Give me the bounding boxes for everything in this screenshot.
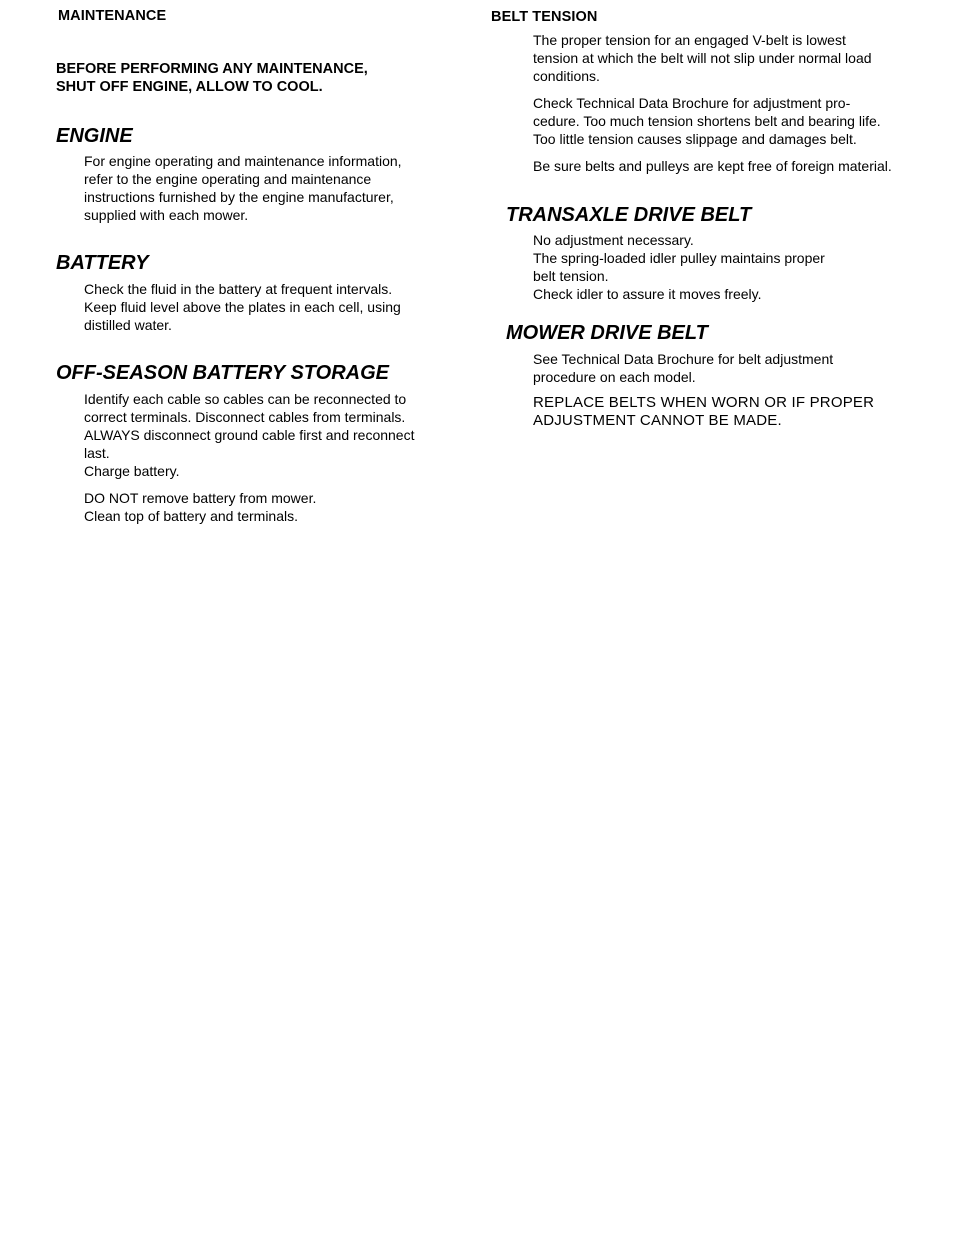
text-line: Charge battery. [84, 463, 180, 479]
replace-belts-notice [533, 394, 874, 430]
belt-tension-header: BELT TENSION [491, 9, 598, 25]
maintenance-header: MAINTENANCE [58, 8, 167, 24]
tension-text-1 [533, 31, 872, 85]
text-line: Keep fluid level above the plates in each cell, using [84, 299, 401, 315]
mower-belt-text [533, 350, 833, 386]
text-line: The spring-loaded idler pulley maintains proper [533, 250, 825, 266]
transaxle-title: TRANSAXLE DRIVE BELT [506, 204, 752, 226]
text-line: Identify each cable so cables can be reconnected to [84, 391, 407, 407]
tension-text-2 [533, 94, 881, 148]
text-line: DO NOT remove battery from mower. [84, 490, 317, 506]
storage-title: OFF-SEASON BATTERY STORAGE [56, 362, 389, 384]
warning-line: BEFORE PERFORMING ANY MAINTENANCE, [56, 61, 368, 77]
text-line: refer to the engine operating and maintenance [84, 171, 372, 187]
text-line: last. [84, 445, 110, 461]
tension-text-3 [533, 157, 892, 175]
text-line: cedure. Too much tension shortens belt and bearing life. [533, 113, 881, 129]
storage-text-2 [84, 489, 316, 525]
text-line: No adjustment necessary. [533, 232, 694, 248]
transaxle-text [533, 231, 825, 303]
text-line: Check idler to assure it moves freely. [533, 286, 762, 302]
text-line: supplied with each mower. [84, 207, 249, 223]
text-line: REPLACE BELTS WHEN WORN OR IF PROPER [533, 394, 875, 411]
text-line: Be sure belts and pulleys are kept free of foreign material. [533, 158, 892, 174]
battery-title: BATTERY [56, 252, 149, 274]
text-line: conditions. [533, 68, 600, 84]
text-line: ALWAYS disconnect ground cable first and reconnect [84, 427, 415, 443]
text-line: instructions furnished by the engine manufacturer, [84, 189, 394, 205]
text-line: See Technical Data Brochure for belt adjustment [533, 351, 834, 367]
text-line: distilled water. [84, 317, 172, 333]
engine-text [84, 152, 402, 224]
engine-title: ENGINE [56, 125, 133, 147]
storage-text-1 [84, 390, 414, 480]
text-line: Too little tension causes slippage and damages belt. [533, 131, 857, 147]
mower-belt-title: MOWER DRIVE BELT [506, 322, 708, 344]
text-line: For engine operating and maintenance information, [84, 153, 402, 169]
safety-warning [56, 60, 368, 96]
text-line: tension at which the belt will not slip under normal load [533, 50, 872, 66]
text-line: The proper tension for an engaged V-belt is lowest [533, 32, 846, 48]
text-line: belt tension. [533, 268, 609, 284]
warning-line: SHUT OFF ENGINE, ALLOW TO COOL. [56, 79, 323, 95]
text-line: correct terminals. Disconnect cables from terminals. [84, 409, 406, 425]
text-line: ADJUSTMENT CANNOT BE MADE. [533, 412, 782, 429]
text-line: Clean top of battery and terminals. [84, 508, 299, 524]
text-line: Check the fluid in the battery at frequent intervals. [84, 281, 393, 297]
text-line: Check Technical Data Brochure for adjustment pro- [533, 95, 851, 111]
battery-text [84, 280, 401, 334]
text-line: procedure on each model. [533, 369, 696, 385]
